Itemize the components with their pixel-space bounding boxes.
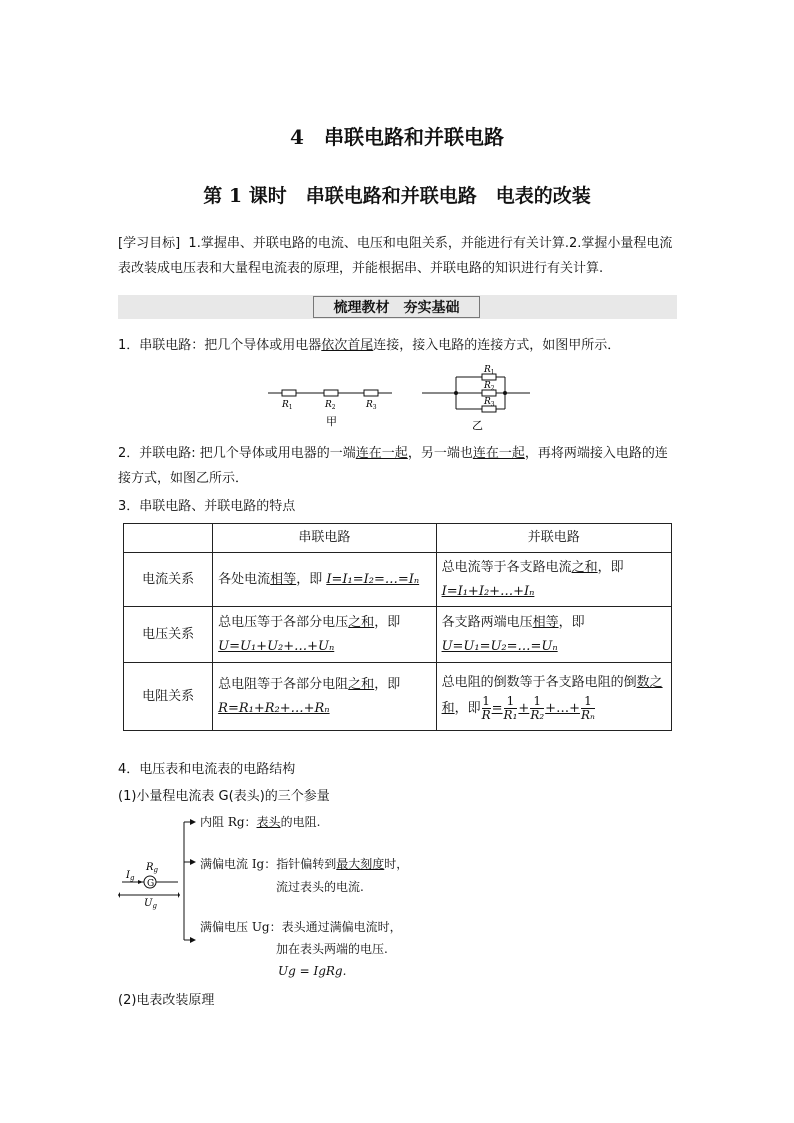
parallel-r2-label: $R_2$	[484, 381, 495, 392]
features-title: 3．串联电路、并联电路的特点	[118, 499, 296, 514]
table-header-parallel: 并联电路	[436, 524, 671, 553]
structure-title: 4．电压表和电流表的电路结构	[118, 762, 296, 777]
cell-parallel-voltage: 各支路两端电压相等，即 U=U₁=U₂=…=Uₙ	[436, 607, 671, 663]
meter-full-current-line2: 流过表头的电流.	[276, 880, 364, 894]
features-table	[123, 523, 672, 731]
series-r2-label: $R_2$	[325, 400, 336, 411]
circuit-figure	[260, 363, 540, 433]
galvanometer-symbol: G	[147, 879, 155, 889]
meter-full-voltage: 满偏电压 Ug：表头通过满偏电流时，	[200, 920, 402, 934]
lesson-subtitle: 第 1 课时 串联电路和并联电路 电表的改装	[203, 185, 591, 207]
parallel-circuit	[422, 374, 530, 412]
series-circuit	[268, 390, 392, 396]
table-row	[124, 607, 672, 663]
parallel-r3-label: $R_3$	[484, 397, 495, 408]
objectives-label: [学习目标]	[118, 236, 181, 251]
cell-series-current: 各处电流相等，即 I=I₁=I₂=…=Iₙ	[213, 553, 436, 607]
parallel-def-key2: 连在一起	[472, 446, 525, 461]
page-title: 4 串联电路和并联电路	[290, 125, 504, 149]
label-yi: 乙	[472, 419, 483, 432]
series-r1-label: $R_1$	[282, 400, 293, 411]
learning-objectives	[118, 231, 678, 281]
series-def-suffix: 连接，接入电路的连接方式，如图甲所示．	[373, 338, 621, 353]
table-row	[124, 553, 672, 607]
parallel-def-prefix: 2．并联电路: 把几个导体或用电器的一端	[118, 446, 356, 461]
cell-parallel-current: 总电流等于各支路电流之和，即 I=I₁+I₂+…+Iₙ	[436, 553, 671, 607]
label-jia: 甲	[326, 415, 337, 428]
meter-ig-label: $I_g$	[126, 870, 135, 882]
meter-params-title: (1)小量程电流表 G(表头)的三个参量	[118, 789, 330, 804]
row-name-resistance: 电阻关系	[124, 663, 213, 731]
meter-ohm-formula: Ug = IgRg.	[278, 964, 347, 978]
meter-ug-label: $U_g$	[144, 898, 157, 910]
cell-series-voltage: 总电压等于各部分电压之和，即 U=U₁+U₂+…+Uₙ	[213, 607, 436, 663]
conversion-principle-title: (2)电表改装原理	[118, 993, 215, 1008]
table-header-row	[124, 524, 672, 553]
table-header-corner	[124, 524, 213, 553]
meter-diagram	[118, 812, 198, 948]
meter-rg-label: $R_g$	[146, 862, 159, 874]
cell-parallel-resistance: 总电阻的倒数等于各支路电阻的倒数之和，即 $\frac{1}{R}$ = $\frac{1}{\text{R₁}}$ + $\frac{1}{\text{R₂}}$ +…+ $\frac{1}{\text{Rₙ}}$	[436, 663, 671, 731]
meter-internal-resistance: 内阻 Rg：表头的电阻.	[200, 815, 321, 829]
parallel-def-key1: 连在一起	[355, 446, 408, 461]
table-header-series: 串联电路	[213, 524, 436, 553]
series-def-key: 依次首尾	[321, 338, 374, 353]
parallel-definition	[118, 441, 678, 491]
parallel-def-suffix: ，再将两端接入电路的连接方式，如图乙所示．	[118, 446, 668, 486]
section-banner: 梳理教材 夯实基础	[313, 296, 480, 318]
meter-full-voltage-line2: 加在表头两端的电压.	[276, 942, 388, 956]
series-def-prefix: 1．串联电路：把几个导体或用电器	[118, 338, 322, 353]
meter-full-current: 满偏电流 Ig：指针偏转到最大刻度时，	[200, 857, 409, 871]
row-name-voltage: 电压关系	[124, 607, 213, 663]
objectives-text: 1.掌握串、并联电路的电流、电压和电阻关系，并能进行有关计算.2.掌握小量程电流表改装成电压表和大量程电流表的原理，并能根据串、并联电路的知识进行有关计算.	[118, 236, 673, 276]
row-name-current: 电流关系	[124, 553, 213, 607]
parallel-def-mid: ，另一端也	[407, 446, 473, 461]
cell-series-resistance: 总电阻等于各部分电阻之和，即 R=R₁+R₂+…+Rₙ	[213, 663, 436, 731]
series-r3-label: $R_3$	[366, 400, 377, 411]
series-definition	[118, 333, 678, 358]
table-row	[124, 663, 672, 731]
parallel-r1-label: $R_1$	[484, 365, 495, 376]
reciprocal-formula: $\frac{1}{R}$ = $\frac{1}{\text{R₁}}$ + $\frac{1}{\text{R₂}}$ +…+ $\frac{1}{\text{Rₙ}}$	[481, 694, 595, 722]
